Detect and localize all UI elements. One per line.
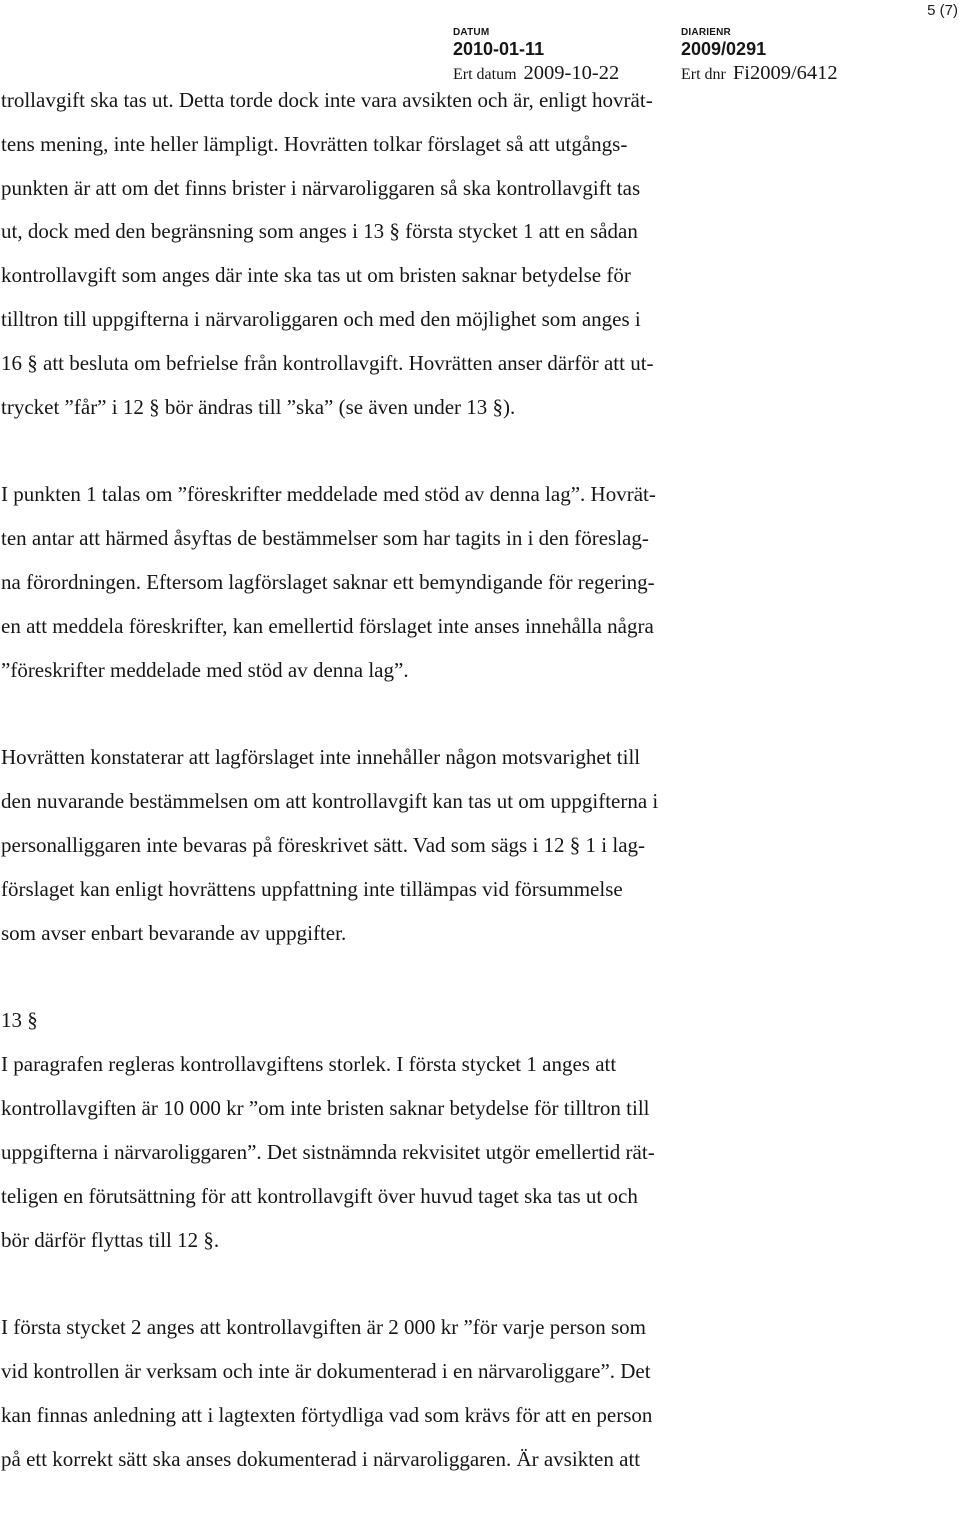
- text-line: som avser enbart bevarande av uppgifter.: [1, 920, 347, 945]
- diarienr-label: DIARIENR: [681, 27, 731, 38]
- text-line: tilltron till uppgifterna i närvaroliggaren och med den möjlighet som anges i: [1, 307, 641, 332]
- text-line: kontrollavgift som anges där inte ska tas ut om bristen saknar betydelse för: [1, 263, 631, 288]
- paragraph: [1, 1313, 658, 1472]
- paragraph: [1, 480, 658, 683]
- text-line: uppgifterna i närvaroliggaren”. Det sistnämnda rekvisitet utgör emellertid rät-: [1, 1139, 655, 1164]
- text-line: trycket ”får” i 12 § bör ändras till ”ska” (se även under 13 §).: [1, 394, 516, 419]
- document-body: [1, 86, 658, 1473]
- text-line: trollavgift ska tas ut. Detta torde dock inte vara avsikten och är, enligt hovrät-: [1, 88, 653, 112]
- paragraph: [1, 86, 658, 421]
- ert-dnr-row: [681, 62, 838, 86]
- text-line: na förordningen. Eftersom lagförslaget saknar ett bemyndigande för regering-: [1, 570, 655, 595]
- section-heading: 13 §: [1, 1008, 38, 1033]
- ert-dnr-value: Fi2009/6412: [732, 62, 838, 84]
- text-line: på ett korrekt sätt ska anses dokumenterad i närvaroliggaren. Är avsikten att: [1, 1446, 641, 1471]
- text-line: personalliggaren inte bevaras på föreskrivet sätt. Vad som sägs i 12 § 1 i lag-: [1, 833, 646, 858]
- text-line: I första stycket 2 anges att kontrollavgiften är 2 000 kr ”för varje person som: [1, 1315, 646, 1340]
- text-line: ”föreskrifter meddelade med stöd av denna lag”.: [1, 657, 409, 682]
- page-number: 5 (7): [927, 2, 958, 19]
- ert-datum-label: Ert datum: [453, 66, 517, 83]
- ert-dnr-label: Ert dnr: [681, 66, 726, 83]
- text-line: bör därför flyttas till 12 §.: [1, 1227, 220, 1252]
- text-line: teligen en förutsättning för att kontrollavgift över huvud taget ska tas ut och: [1, 1183, 638, 1208]
- text-line: den nuvarande bestämmelsen om att kontrollavgift kan tas ut om uppgifterna i: [1, 789, 659, 814]
- text-line: 16 § att besluta om befrielse från kontrollavgift. Hovrätten anser därför att ut-: [1, 350, 654, 375]
- text-line: I paragrafen regleras kontrollavgiftens storlek. I första stycket 1 anges att: [1, 1052, 617, 1077]
- datum-value: 2010-01-11: [453, 39, 545, 59]
- text-line: ut, dock med den begränsning som anges i 13 § första stycket 1 att en sådan: [1, 219, 638, 244]
- section-13: [1, 1006, 658, 1472]
- paragraph: [1, 743, 658, 946]
- diarienr-value: 2009/0291: [681, 39, 767, 59]
- text-line: ten antar att härmed åsyftas de bestämmelser som har tagits in i den föreslag-: [1, 526, 649, 551]
- text-line: kontrollavgiften är 10 000 kr ”om inte bristen saknar betydelse för tilltron till: [1, 1096, 650, 1121]
- text-line: I punkten 1 talas om ”föreskrifter meddelade med stöd av denna lag”. Hovrät-: [1, 482, 656, 507]
- text-line: punkten är att om det finns brister i närvaroliggaren så ska kontrollavgift tas: [1, 175, 641, 200]
- text-line: förslaget kan enligt hovrättens uppfattning inte tillämpas vid försummelse: [1, 876, 623, 901]
- ert-datum-row: [453, 62, 619, 86]
- paragraph: [1, 1050, 658, 1253]
- text-line: tens mening, inte heller lämpligt. Hovrätten tolkar förslaget så att utgångs-: [1, 131, 628, 156]
- text-line: en att meddela föreskrifter, kan emellertid förslaget inte anses innehålla några: [1, 613, 654, 638]
- ert-datum-value: 2009-10-22: [523, 62, 620, 84]
- text-line: vid kontrollen är verksam och inte är dokumenterad i en närvaroliggare”. Det: [1, 1359, 651, 1384]
- text-line: Hovrätten konstaterar att lagförslaget inte innehåller någon motsvarighet till: [1, 745, 641, 770]
- text-line: kan finnas anledning att i lagtexten förtydliga vad som krävs för att en person: [1, 1402, 653, 1427]
- datum-label: DATUM: [453, 27, 490, 38]
